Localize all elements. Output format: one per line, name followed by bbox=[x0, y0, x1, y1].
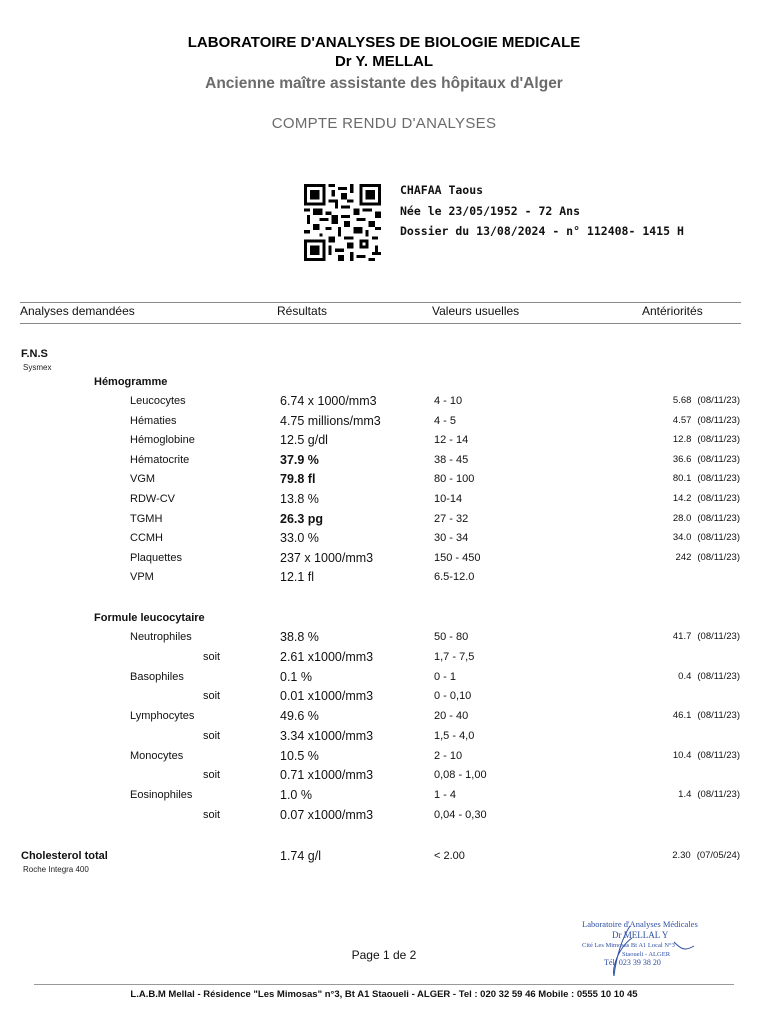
header-bottom-rule bbox=[20, 323, 741, 324]
analysis-name: Neutrophiles bbox=[130, 631, 192, 643]
group-title: Hémogramme bbox=[94, 376, 168, 388]
result-value: 4.75 millions/mm3 bbox=[280, 413, 381, 428]
prior-value: 10.4 bbox=[672, 749, 692, 761]
section-title: F.N.S bbox=[21, 348, 48, 360]
patient-birth: Née le 23/05/1952 - 72 Ans bbox=[400, 204, 581, 218]
soit-label: soit bbox=[203, 690, 221, 702]
prior-value: 4.57 bbox=[672, 414, 692, 426]
prior-date: (08/11/23) bbox=[697, 493, 740, 504]
prior-value: 36.6 bbox=[672, 453, 692, 465]
prior-date: (08/11/23) bbox=[697, 710, 740, 721]
col-prior: Antériorités bbox=[642, 304, 703, 318]
reference-range: 0 - 1 bbox=[434, 670, 457, 683]
prior-result bbox=[651, 789, 740, 800]
device-name: Sysmex bbox=[23, 363, 52, 372]
reference-range: 0 - 0,10 bbox=[434, 690, 472, 702]
prior-date: (08/11/23) bbox=[697, 789, 740, 800]
reference-range: 50 - 80 bbox=[434, 631, 469, 643]
stamp-line: Staoueli - ALGER bbox=[622, 951, 671, 958]
prior-result bbox=[651, 395, 740, 406]
prior-date: (08/11/23) bbox=[697, 414, 740, 426]
prior-date: (08/11/23) bbox=[697, 532, 740, 544]
prior-date: (08/11/23) bbox=[697, 631, 740, 642]
result-value: 10.5 % bbox=[280, 748, 319, 763]
absolute-value: 3.34 x1000/mm3 bbox=[280, 728, 374, 743]
prior-date: (08/11/23) bbox=[697, 551, 740, 563]
device-name: Roche Integra 400 bbox=[23, 865, 89, 874]
prior-result bbox=[651, 552, 740, 563]
prior-date: (08/11/23) bbox=[697, 749, 740, 761]
reference-range: 27 - 32 bbox=[434, 512, 469, 525]
prior-result bbox=[651, 850, 740, 861]
result-value: 1.0 % bbox=[280, 788, 312, 802]
stamp-line: Tél: 023 39 38 20 bbox=[604, 958, 661, 967]
header-top-rule bbox=[20, 302, 741, 303]
prior-value: 28.0 bbox=[672, 512, 692, 524]
reference-range: 150 - 450 bbox=[434, 551, 481, 564]
prior-date: (08/11/23) bbox=[697, 453, 740, 465]
section-title: Cholesterol total bbox=[21, 850, 108, 862]
footer-address: L.A.B.M Mellal - Résidence "Les Mimosas" n°3, Bt A1 Staoueli - ALGER - Tel : 020 32 59 46 Mobile : 0555 10 10 45 bbox=[130, 989, 638, 1000]
analysis-name: CCMH bbox=[130, 532, 163, 545]
analysis-name: Eosinophiles bbox=[130, 789, 193, 801]
prior-value: 80.1 bbox=[672, 473, 692, 485]
prior-value: 1.4 bbox=[678, 789, 692, 800]
prior-result bbox=[651, 415, 740, 426]
reference-range: 10-14 bbox=[434, 493, 463, 505]
prior-date: (08/11/23) bbox=[697, 395, 740, 406]
prior-result bbox=[651, 454, 740, 465]
reference-range: 38 - 45 bbox=[434, 453, 469, 466]
prior-value: 46.1 bbox=[672, 710, 692, 721]
prior-result bbox=[651, 513, 740, 524]
analysis-name: Hématies bbox=[130, 414, 177, 427]
reference-range: 4 - 5 bbox=[434, 414, 457, 427]
prior-result bbox=[651, 493, 740, 504]
reference-range: 1,5 - 4,0 bbox=[434, 729, 475, 742]
reference-range: 30 - 34 bbox=[434, 532, 469, 545]
reference-range: 80 - 100 bbox=[434, 473, 475, 486]
analysis-name: Monocytes bbox=[130, 749, 184, 762]
absolute-value: 0.01 x1000/mm3 bbox=[280, 689, 374, 703]
result-value: 13.8 % bbox=[280, 492, 319, 506]
reference-range: 1 - 4 bbox=[434, 789, 457, 801]
prior-result bbox=[651, 473, 740, 484]
absolute-value: 0.07 x1000/mm3 bbox=[280, 807, 374, 822]
page-number: Page 1 de 2 bbox=[351, 948, 417, 962]
prior-value: 5.68 bbox=[672, 395, 692, 406]
group-title: Formule leucocytaire bbox=[94, 612, 205, 624]
analysis-name: Lymphocytes bbox=[130, 710, 195, 722]
prior-result bbox=[651, 631, 740, 642]
doctor-name: Dr Y. MELLAL bbox=[334, 53, 434, 70]
reference-range: 0,08 - 1,00 bbox=[434, 769, 487, 781]
prior-date: (07/05/24) bbox=[696, 850, 740, 861]
analysis-name: RDW-CV bbox=[130, 493, 176, 505]
reference-range: 1,7 - 7,5 bbox=[434, 650, 475, 663]
patient-dossier: Dossier du 13/08/2024 - n° 112408- 1415 H bbox=[400, 224, 684, 238]
prior-value: 41.7 bbox=[672, 631, 692, 642]
soit-label: soit bbox=[203, 808, 221, 821]
soit-label: soit bbox=[203, 769, 221, 781]
result-value: 237 x 1000/mm3 bbox=[280, 550, 374, 565]
report-title: COMPTE RENDU D'ANALYSES bbox=[271, 115, 497, 132]
col-results: Résultats bbox=[277, 304, 328, 318]
col-ref: Valeurs usuelles bbox=[432, 304, 520, 318]
prior-result bbox=[651, 671, 740, 682]
absolute-value: 0.71 x1000/mm3 bbox=[280, 768, 374, 782]
footer-rule bbox=[34, 984, 734, 985]
analysis-name: VGM bbox=[130, 473, 156, 486]
reference-range: 2 - 10 bbox=[434, 749, 463, 762]
prior-result bbox=[651, 434, 740, 445]
reference-range: < 2.00 bbox=[434, 850, 465, 862]
prior-date: (08/11/23) bbox=[697, 434, 740, 446]
lab-subtitle: Ancienne maître assistante des hôpitaux d'Alger bbox=[205, 75, 563, 92]
analysis-name: VPM bbox=[130, 571, 154, 584]
prior-value: 0.4 bbox=[678, 670, 692, 682]
stamp-line: Laboratoire d'Analyses Médicales bbox=[582, 919, 698, 929]
result-value: 38.8 % bbox=[280, 630, 319, 644]
prior-result bbox=[651, 532, 740, 543]
reference-range: 12 - 14 bbox=[434, 434, 469, 447]
prior-value: 14.2 bbox=[672, 493, 692, 504]
result-value: 26.3 pg bbox=[280, 511, 324, 526]
result-value: 33.0 % bbox=[280, 531, 319, 546]
prior-date: (08/11/23) bbox=[697, 512, 740, 524]
analysis-name: Basophiles bbox=[130, 670, 184, 683]
result-value: 49.6 % bbox=[280, 709, 319, 723]
analysis-name: Leucocytes bbox=[130, 395, 186, 407]
prior-date: (08/11/23) bbox=[697, 473, 740, 485]
lab-name: LABORATOIRE D'ANALYSES DE BIOLOGIE MEDICALE bbox=[187, 34, 581, 51]
result-value: 6.74 x 1000/mm3 bbox=[280, 394, 377, 408]
analysis-name: TGMH bbox=[130, 512, 163, 525]
analysis-name: Hématocrite bbox=[130, 453, 190, 466]
absolute-value: 2.61 x1000/mm3 bbox=[280, 649, 374, 664]
result-value: 37.9 % bbox=[280, 452, 319, 467]
result-value: 79.8 fl bbox=[280, 472, 316, 487]
result-value: 12.1 fl bbox=[280, 570, 315, 585]
analysis-name: Hémoglobine bbox=[130, 434, 195, 447]
prior-value: 34.0 bbox=[672, 532, 692, 544]
result-value: 12.5 g/dl bbox=[280, 433, 328, 448]
soit-label: soit bbox=[203, 729, 221, 742]
qr-code-icon bbox=[304, 184, 381, 261]
stamp-line: Dr MELLAL Y bbox=[612, 930, 669, 940]
prior-result bbox=[651, 710, 740, 721]
patient-name: CHAFAA Taous bbox=[400, 183, 484, 197]
lab-stamp bbox=[572, 908, 742, 980]
result-value: 1.74 g/l bbox=[280, 849, 322, 863]
reference-range: 6.5-12.0 bbox=[434, 571, 475, 584]
reference-range: 20 - 40 bbox=[434, 710, 469, 722]
reference-range: 4 - 10 bbox=[434, 395, 463, 407]
prior-date: (08/11/23) bbox=[697, 670, 740, 682]
reference-range: 0,04 - 0,30 bbox=[434, 808, 487, 821]
stamp-line: Cité Les Mimosas Bt A1 Local N°3 bbox=[582, 942, 675, 949]
analysis-name: Plaquettes bbox=[130, 551, 182, 564]
soit-label: soit bbox=[203, 650, 221, 663]
prior-value: 242 bbox=[675, 551, 692, 563]
prior-value: 2.30 bbox=[672, 850, 691, 861]
col-analyses: Analyses demandées bbox=[20, 304, 135, 318]
prior-result bbox=[651, 750, 740, 761]
prior-value: 12.8 bbox=[672, 434, 692, 446]
result-value: 0.1 % bbox=[280, 669, 312, 684]
